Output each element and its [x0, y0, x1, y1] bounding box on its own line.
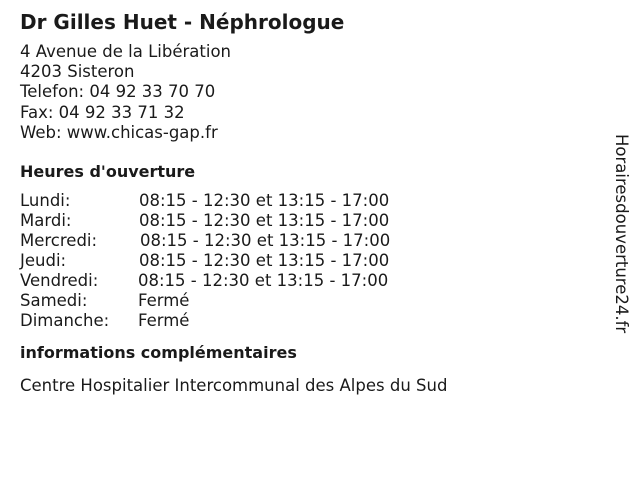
day-label: Jeudi:	[20, 251, 67, 271]
hours-value: 08:15 - 12:30 et 13:15 - 17:00	[139, 211, 390, 231]
address-city: 4203 Sisteron	[20, 62, 135, 82]
day-label: Dimanche:	[20, 311, 110, 331]
hours-row-tuesday	[20, 211, 590, 231]
address-street: 4 Avenue de la Libération	[20, 42, 232, 61]
phone-number: Telefon: 04 92 33 70 70	[20, 82, 216, 102]
hours-value: Fermé	[138, 291, 190, 311]
hours-row-thursday	[20, 251, 590, 271]
day-label: Mardi:	[20, 211, 72, 231]
contact-block	[20, 42, 590, 143]
hours-row-sunday	[20, 311, 590, 331]
hours-value: 08:15 - 12:30 et 13:15 - 17:00	[140, 231, 391, 251]
hours-row-monday	[20, 191, 590, 211]
day-label: Vendredi:	[20, 271, 99, 291]
opening-hours-heading: Heures d'ouverture	[20, 162, 196, 182]
day-label: Mercredi:	[20, 231, 98, 251]
additional-info-heading: informations complémentaires	[20, 343, 297, 363]
day-label: Samedi:	[20, 291, 88, 311]
day-label: Lundi:	[20, 191, 71, 211]
page-title: Dr Gilles Huet - Néphrologue	[20, 10, 345, 34]
hours-value: 08:15 - 12:30 et 13:15 - 17:00	[139, 251, 390, 271]
additional-info-text: Centre Hospitalier Intercommunal des Alpes du Sud	[20, 376, 448, 396]
hours-value: 08:15 - 12:30 et 13:15 - 17:00	[139, 191, 390, 211]
business-card	[20, 8, 590, 397]
hours-row-friday	[20, 271, 590, 291]
fax-number: Fax: 04 92 33 71 32	[20, 102, 185, 122]
hours-value: 08:15 - 12:30 et 13:15 - 17:00	[138, 271, 389, 291]
site-watermark: Horairesdouverture24.fr	[612, 134, 631, 334]
hours-value: Fermé	[138, 311, 190, 331]
opening-hours-table	[20, 191, 590, 331]
hours-row-wednesday	[20, 231, 590, 251]
hours-row-saturday	[20, 291, 590, 311]
website: Web: www.chicas-gap.fr	[20, 122, 218, 142]
